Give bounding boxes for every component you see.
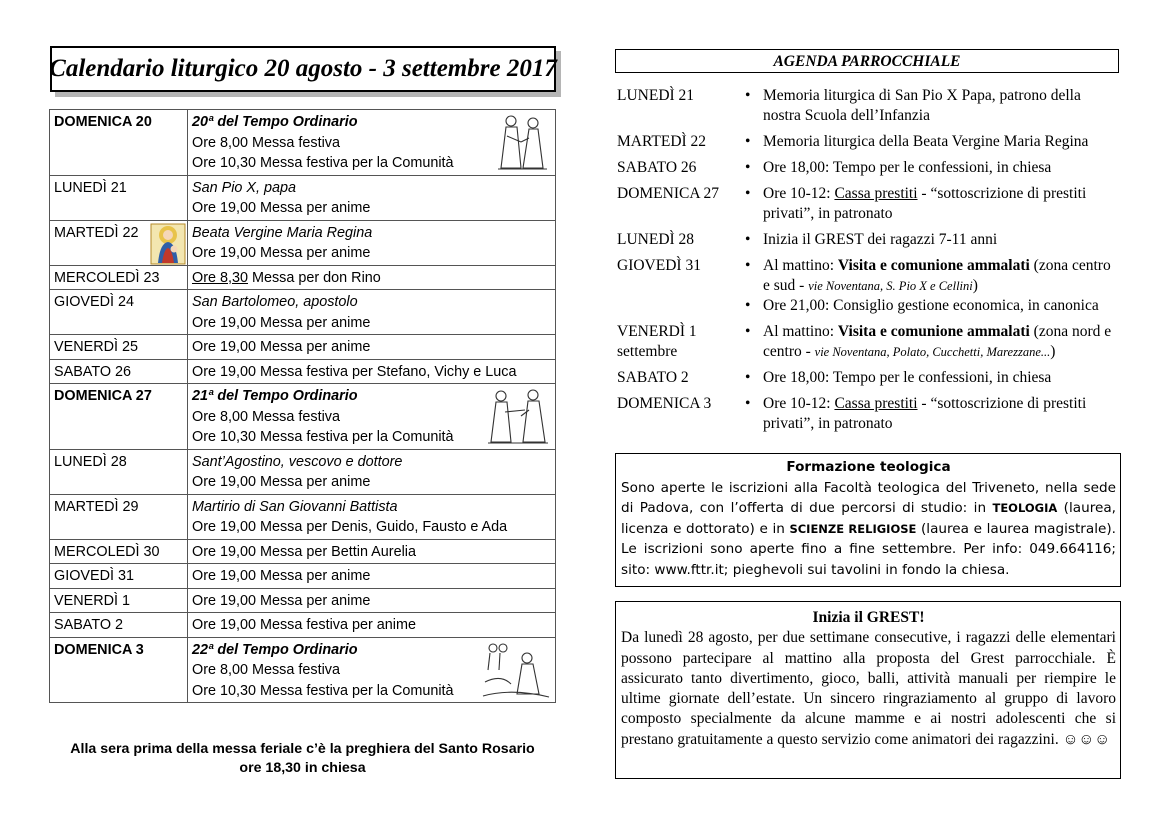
mass-line: Ore 8,00 Messa festiva: [192, 662, 340, 678]
day-cell: SABATO 26: [50, 359, 188, 384]
day-cell: DOMENICA 3: [50, 637, 188, 703]
agenda-row: [617, 184, 1121, 224]
agenda-row: [617, 368, 1121, 388]
mass-line: Ore 10,30 Messa festiva per la Comunità: [192, 155, 454, 171]
mass-line: Ore 19,00 Messa per Bettin Aurelia: [192, 543, 416, 560]
day-cell: GIOVEDÌ 31: [50, 564, 188, 589]
agenda-list: [617, 86, 1121, 440]
mass-line: Ore 8,00 Messa festiva: [192, 408, 340, 425]
formazione-teologica-box: [615, 453, 1121, 587]
grest-title: Inizia il GREST!: [812, 609, 925, 626]
cassa-prestiti-label: Cassa prestiti: [834, 395, 918, 412]
agenda-day: VENERDÌ 1 settembre: [617, 323, 697, 360]
agenda-row: [617, 322, 1121, 362]
mass-line: Ore 19,00 Messa per Denis, Guido, Fausto e Ada: [192, 519, 508, 535]
desc-cell: [188, 449, 556, 494]
grest-text: Da lunedì 28 agosto, per due settimane consecutive, i ragazzi delle elementari possono partecipare al mattino alla proposta del Grest parrocchiale. È assicurato tanto divertimento, gioco, balli, attività manuali per riempire le ultime giornate dell’estate. Un sincero ringraziamento al gruppo di lavoro composto specialmente da alcune mamme e ai nostri adolescenti che si prestano gratuitamente a questo servizio come animatori dei ragazzini. ☺☺☺: [621, 629, 1116, 748]
agenda-item: • Ore 21,00: Consiglio gestione economica, in canonica: [741, 296, 1121, 316]
agenda-item: • Ore 18,00: Tempo per le confessioni, in chiesa: [741, 158, 1121, 178]
mass-line: Ore 19,00 Messa per anime: [192, 314, 371, 331]
agenda-row: [617, 230, 1121, 250]
table-row: [50, 613, 556, 638]
calendar-table: [49, 109, 556, 703]
gospel-scene-illustration: [481, 640, 551, 700]
calendar-title-box: [50, 46, 556, 92]
table-row: [50, 220, 556, 265]
agenda-item: • Al mattino: Visita e comunione ammalati (zona centro e sud - vie Noventana, S. Pio X e Cellini): [741, 256, 1121, 296]
day-cell: DOMENICA 20: [50, 110, 188, 176]
agenda-day: SABATO 2: [617, 369, 689, 386]
desc-cell: [188, 613, 556, 638]
mass-line: Ore 8,00 Messa festiva: [192, 134, 340, 151]
rosary-note-line1: Alla sera prima della messa feriale c’è la preghiera del Santo Rosario: [70, 741, 535, 757]
grest-box: [615, 601, 1121, 779]
table-row: [50, 637, 556, 703]
agenda-item: • Memoria liturgica di San Pio X Papa, patrono della nostra Scuola dell’Infanzia: [741, 86, 1121, 126]
day-cell: VENERDÌ 25: [50, 335, 188, 360]
calendar-title: Calendario liturgico 20 agosto - 3 settembre 2017: [49, 55, 557, 82]
table-row: [50, 359, 556, 384]
agenda-day: DOMENICA 3: [617, 395, 712, 412]
agenda-day: LUNEDÌ 21: [617, 87, 695, 104]
mass-line: Ore 19,00 Messa festiva per Stefano, Vichy e Luca: [192, 363, 517, 380]
feast-name: Beata Vergine Maria Regina: [192, 224, 373, 241]
rosary-note: [49, 740, 556, 778]
agenda-item: • Memoria liturgica della Beata Vergine Maria Regina: [741, 132, 1121, 152]
agenda-day: LUNEDÌ 28: [617, 231, 695, 248]
agenda-row: [617, 394, 1121, 434]
feast-name: Martirio di San Giovanni Battista: [192, 498, 398, 515]
day-label: MARTEDÌ 22: [54, 224, 139, 241]
table-row: [50, 588, 556, 613]
desc-cell: [188, 220, 556, 265]
mass-line: Ore 19,00 Messa per anime: [192, 568, 371, 584]
table-row: [50, 384, 556, 450]
desc-cell: [188, 359, 556, 384]
desc-cell: [188, 335, 556, 360]
desc-cell: [188, 110, 556, 176]
desc-cell: [188, 290, 556, 335]
agenda-item: • Inizia il GREST dei ragazzi 7-11 anni: [741, 230, 1121, 250]
desc-cell: [188, 564, 556, 589]
day-cell: LUNEDÌ 21: [50, 175, 188, 220]
mass-time: Ore 8,30: [192, 269, 248, 286]
mass-line: Ore 19,00 Messa per anime: [192, 200, 371, 216]
feast-name: 22ª del Tempo Ordinario: [192, 641, 358, 658]
agenda-item: • Ore 10-12: Cassa prestiti - “sottoscrizione di prestiti privati”, in patronato: [741, 184, 1121, 224]
mass-line: Ore 19,00 Messa per anime: [192, 245, 371, 261]
agenda-day: GIOVEDÌ 31: [617, 257, 701, 274]
day-cell: SABATO 2: [50, 613, 188, 638]
table-row: [50, 175, 556, 220]
day-cell: GIOVEDÌ 24: [50, 290, 188, 335]
agenda-day: DOMENICA 27: [617, 185, 720, 202]
agenda-row: [617, 256, 1121, 316]
table-row: [50, 564, 556, 589]
formazione-text: Sono aperte le iscrizioni alla Facoltà teologica del Triveneto, nella sede di Padova, con l’offerta di due percorsi di studio: in TEOLOGIA (laurea, licenza e dottorato) e in SCIENZE RELIGIOSE (laurea e laurea magistrale). Le iscrizioni sono aperte fino a fine settembre. Per info: 049.664116; sito: www.fttr.it; pieghevoli sui tavolini in fondo la chiesa.: [621, 479, 1116, 578]
table-row: [50, 449, 556, 494]
agenda-header: AGENDA PARROCCHIALE: [615, 49, 1119, 73]
agenda-row: [617, 158, 1121, 178]
agenda-day: SABATO 26: [617, 159, 697, 176]
cassa-prestiti-label: Cassa prestiti: [834, 185, 918, 202]
feast-name: San Pio X, papa: [192, 179, 297, 196]
table-row: [50, 290, 556, 335]
mass-line: Messa per don Rino: [248, 269, 381, 286]
day-cell: VENERDÌ 1: [50, 588, 188, 613]
mass-line: Ore 10,30 Messa festiva per la Comunità: [192, 429, 454, 445]
desc-cell: [188, 494, 556, 539]
feast-name: 20ª del Tempo Ordinario: [192, 114, 358, 130]
mass-line: Ore 19,00 Messa per anime: [192, 339, 371, 355]
mass-line: Ore 19,00 Messa festiva per anime: [192, 617, 416, 633]
day-cell: LUNEDÌ 28: [50, 449, 188, 494]
table-row: [50, 494, 556, 539]
desc-cell: [188, 175, 556, 220]
day-cell: DOMENICA 27: [50, 384, 188, 450]
agenda-row: [617, 132, 1121, 152]
table-row: [50, 110, 556, 176]
formazione-title: Formazione teologica: [786, 459, 951, 475]
desc-cell: [188, 265, 556, 290]
desc-cell: [188, 384, 556, 450]
feast-name: Sant’Agostino, vescovo e dottore: [192, 453, 403, 470]
gospel-scene-illustration: [485, 386, 551, 446]
feast-name: San Bartolomeo, apostolo: [192, 294, 358, 310]
day-cell: [50, 220, 188, 265]
feast-name: 21ª del Tempo Ordinario: [192, 388, 358, 404]
agenda-day: MARTEDÌ 22: [617, 133, 707, 150]
desc-cell: [188, 637, 556, 703]
mass-line: Ore 10,30 Messa festiva per la Comunità: [192, 682, 454, 699]
agenda-item: • Ore 18,00: Tempo per le confessioni, in chiesa: [741, 368, 1121, 388]
agenda-item: • Ore 10-12: Cassa prestiti - “sottoscrizione di prestiti privati”, in patronato: [741, 394, 1121, 434]
agenda-row: [617, 86, 1121, 126]
rosary-note-line2: ore 18,30 in chiesa: [239, 760, 366, 776]
gospel-scene-illustration: [493, 112, 551, 172]
table-row: [50, 335, 556, 360]
day-cell: MARTEDÌ 29: [50, 494, 188, 539]
table-row: [50, 265, 556, 290]
madonna-icon: [150, 223, 186, 265]
day-cell: MERCOLEDÌ 23: [50, 265, 188, 290]
table-row: [50, 539, 556, 564]
desc-cell: [188, 539, 556, 564]
desc-cell: [188, 588, 556, 613]
mass-line: Ore 19,00 Messa per anime: [192, 474, 371, 490]
mass-line: Ore 19,00 Messa per anime: [192, 592, 371, 609]
agenda-item: • Al mattino: Visita e comunione ammalati (zona nord e centro - vie Noventana, Polato, Cucchetti, Marezzane...): [741, 322, 1121, 362]
day-cell: MERCOLEDÌ 30: [50, 539, 188, 564]
